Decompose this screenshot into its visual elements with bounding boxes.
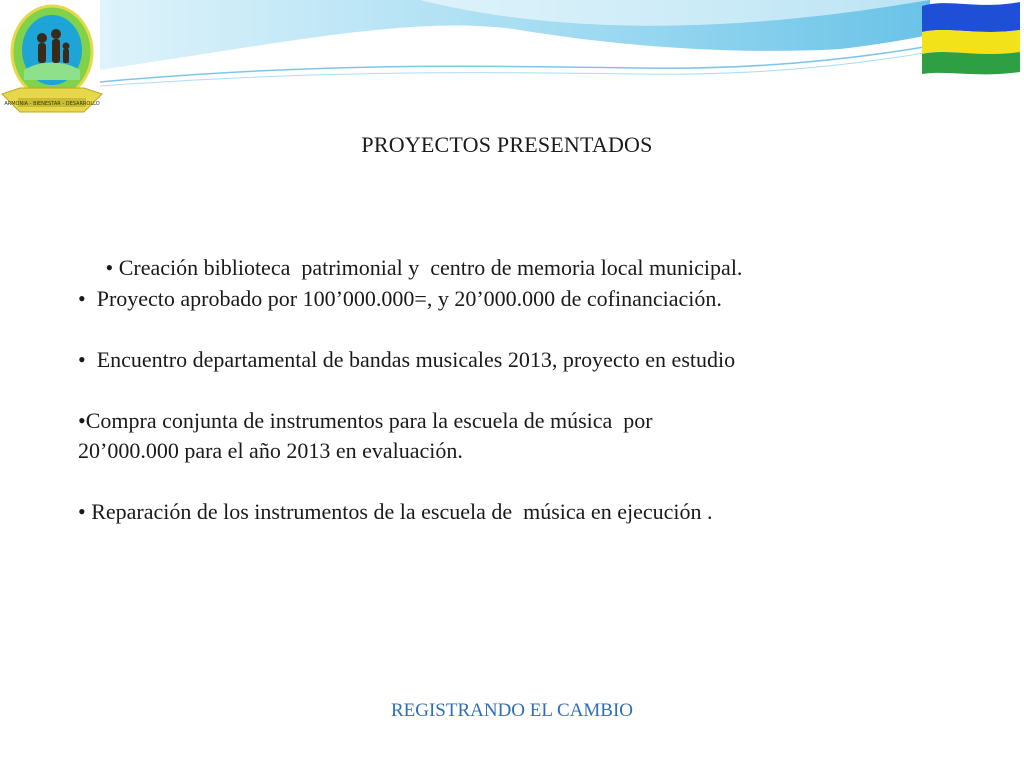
list-item: • Proyecto aprobado por 100’000.000=, y 20’000.000 de cofinanciación. (78, 285, 722, 311)
list-item: • Creación biblioteca patrimonial y centro de memoria local municipal. (78, 255, 743, 280)
list-item: • Encuentro departamental de bandas musicales 2013, proyecto en estudio (78, 346, 736, 372)
municipal-flag (918, 0, 1024, 76)
slide-title: PROYECTOS PRESENTADOS (361, 132, 653, 157)
logo-ribbon-text: ARMONIA - BIENESTAR - DESARROLLO (4, 101, 100, 107)
header-wave-decoration (0, 0, 1024, 95)
spacer (78, 375, 978, 406)
project-list (78, 253, 978, 528)
list-item: •Compra conjunta de instrumentos para la escuela de música por (78, 407, 653, 433)
spacer (78, 467, 978, 498)
list-item: • Reparación de los instrumentos de la escuela de música en ejecución . (78, 499, 713, 524)
municipal-logo (0, 0, 104, 120)
list-item: 20’000.000 para el año 2013 en evaluación. (78, 438, 463, 463)
spacer (78, 314, 978, 345)
slide-footer: REGISTRANDO EL CAMBIO (390, 700, 634, 721)
